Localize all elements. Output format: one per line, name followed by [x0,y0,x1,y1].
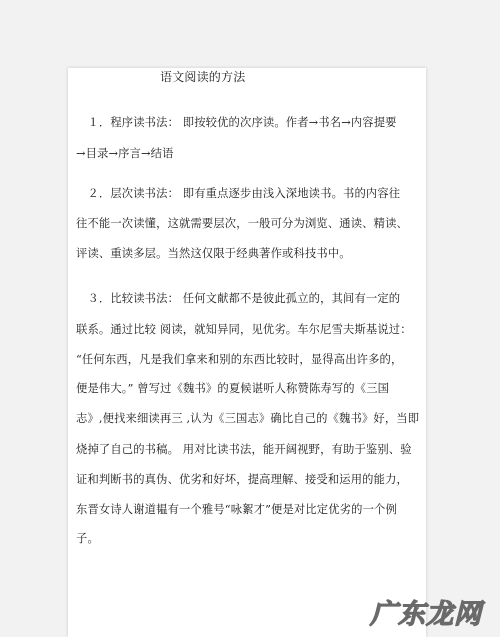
body-line: →目录→序言→结语 [76,147,174,160]
body-line: 子。 [76,532,99,545]
body-line: 烧掉了自己的书稿。 用对比读书法，能开阔视野，有助于鉴别、验 [76,443,412,456]
body-line: 便是伟大。” 曾写过《魏书》的夏候谌听人称赞陈寿写的《三国 [76,382,390,395]
body-line: 志》,便找来细读再三 ,认为《三国志》确比自己的《魏书》好，当即 [76,412,420,425]
body-line: １．程序读书法： 即按较优的次序读。作者→书名→内容提要 [76,116,397,129]
body-line: “任何东西，凡是我们拿来和别的东西比较时，显得高出许多的， [76,353,403,366]
body-line: 证和判断书的真伪、优劣和好坏，提高理解、接受和运用的能力， [76,473,408,486]
body-line: 往不能一次读懂，这就需要层次，一般可分为浏览、通读、精读、 [76,217,408,230]
body-line: ３．比较读书法： 任何文献都不是彼此孤立的，其间有一定的 [76,292,401,305]
body-line: 东晋女诗人谢道韫有一个雅号“咏絮才”便是对比定优劣的一个例 [76,503,397,516]
document-title: 语文阅读的方法 [160,70,246,84]
body-line: ２．层次读书法： 即有重点逐步由浅入深地读书。书的内容往 [76,187,401,200]
body-line: 联系。通过比较 阅读，就知异同，见优劣。车尔尼雪夫斯基说过： [76,323,412,336]
site-watermark: 广东龙网 [370,599,482,630]
body-line: 评读、重读多层。当然这仅限于经典著作或科技书中。 [76,247,351,260]
